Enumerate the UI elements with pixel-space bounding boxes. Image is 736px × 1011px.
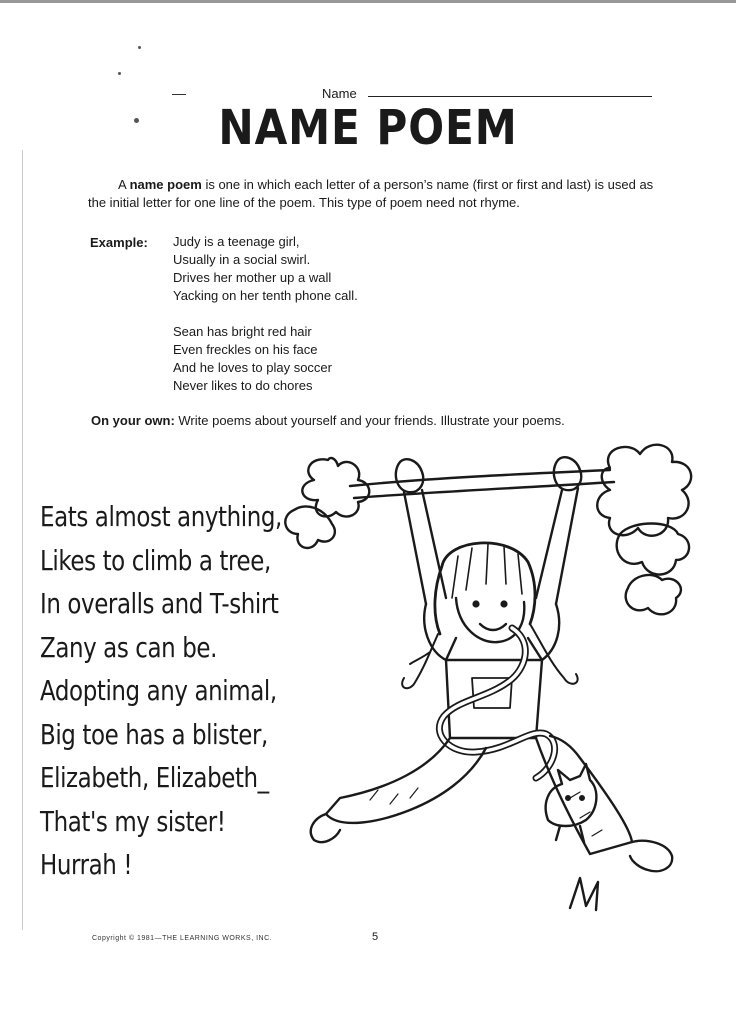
- on-your-own-label: On your own:: [91, 413, 175, 428]
- scan-border-left: [22, 150, 23, 930]
- intro-term: name poem: [129, 177, 202, 192]
- poem-line: Even freckles on his face: [173, 342, 318, 357]
- example-poem-sean: [173, 323, 332, 395]
- hair-strands: [452, 544, 522, 598]
- right-arm: [536, 488, 578, 604]
- left-foot: [311, 814, 340, 842]
- example-poem-judy: [173, 233, 358, 305]
- cat-eye-left: [566, 796, 570, 800]
- t-shirt: [424, 604, 559, 660]
- cat-eye-right: [580, 796, 584, 800]
- handwritten-line: Adopting any animal,: [40, 674, 277, 707]
- poem-line: And he loves to play soccer: [173, 360, 332, 375]
- handwritten-line: Big toe has a blister,: [40, 717, 268, 751]
- hair: [435, 543, 535, 634]
- scan-mark: [172, 94, 186, 95]
- smile: [480, 624, 506, 630]
- name-field-line[interactable]: [368, 96, 652, 97]
- example-label: Example:: [90, 235, 148, 250]
- poem-line: Never likes to do chores: [173, 378, 313, 393]
- tree-branch: [350, 470, 614, 498]
- left-hand: [396, 459, 423, 492]
- name-label: Name: [322, 86, 357, 101]
- leaf-cluster-right-2: [617, 524, 689, 575]
- handwritten-line: Eats almost anything,: [40, 500, 282, 533]
- scan-speck: [118, 72, 121, 75]
- leaf-cluster-right-3: [626, 575, 681, 614]
- grass-tuft: [570, 878, 598, 910]
- handwritten-line: Likes to climb a tree,: [40, 543, 271, 577]
- right-eye: [502, 602, 507, 607]
- poem-line: Judy is a teenage girl,: [173, 234, 300, 249]
- copyright-notice: Copyright © 1981—THE LEARNING WORKS, INC.: [92, 935, 273, 942]
- overalls-strap-left: [446, 638, 456, 660]
- right-foot: [630, 841, 672, 871]
- leaf-cluster-left-2: [285, 506, 335, 547]
- poem-line: Drives her mother up a wall: [173, 270, 332, 285]
- overalls-bib: [446, 660, 542, 738]
- poem-line: Usually in a social swirl.: [173, 252, 311, 267]
- poem-line: Sean has bright red hair: [173, 324, 312, 339]
- braid-left: [402, 634, 438, 688]
- scan-border-top: [0, 0, 736, 3]
- scan-speck: [138, 46, 141, 49]
- handwritten-line: Zany as can be.: [40, 630, 217, 664]
- handwritten-line: Elizabeth, Elizabeth_: [40, 761, 269, 794]
- handwritten-line: Hurrah !: [40, 848, 133, 881]
- leaf-cluster-right: [597, 445, 691, 536]
- poem-line: Yacking on her tenth phone call.: [173, 288, 358, 303]
- girl-hanging-from-branch-illustration: [280, 438, 700, 928]
- on-your-own-instruction: On your own: Write poems about yourself and your friends. Illustrate your poems.: [91, 413, 565, 428]
- face: [456, 598, 524, 642]
- page-title: NAME POEM: [218, 100, 518, 156]
- page-number: 5: [372, 931, 379, 943]
- left-eye: [474, 602, 479, 607]
- right-leg: [536, 736, 632, 854]
- left-arm: [404, 490, 446, 604]
- handwritten-line: In overalls and T-shirt: [40, 587, 279, 620]
- intro-paragraph: A name poem is one in which each letter of a person’s name (first or first and last) is used as the initial letter for one line of the poem. This type of poem need not rhyme.: [88, 177, 654, 210]
- handwritten-line: That's my sister!: [40, 804, 226, 838]
